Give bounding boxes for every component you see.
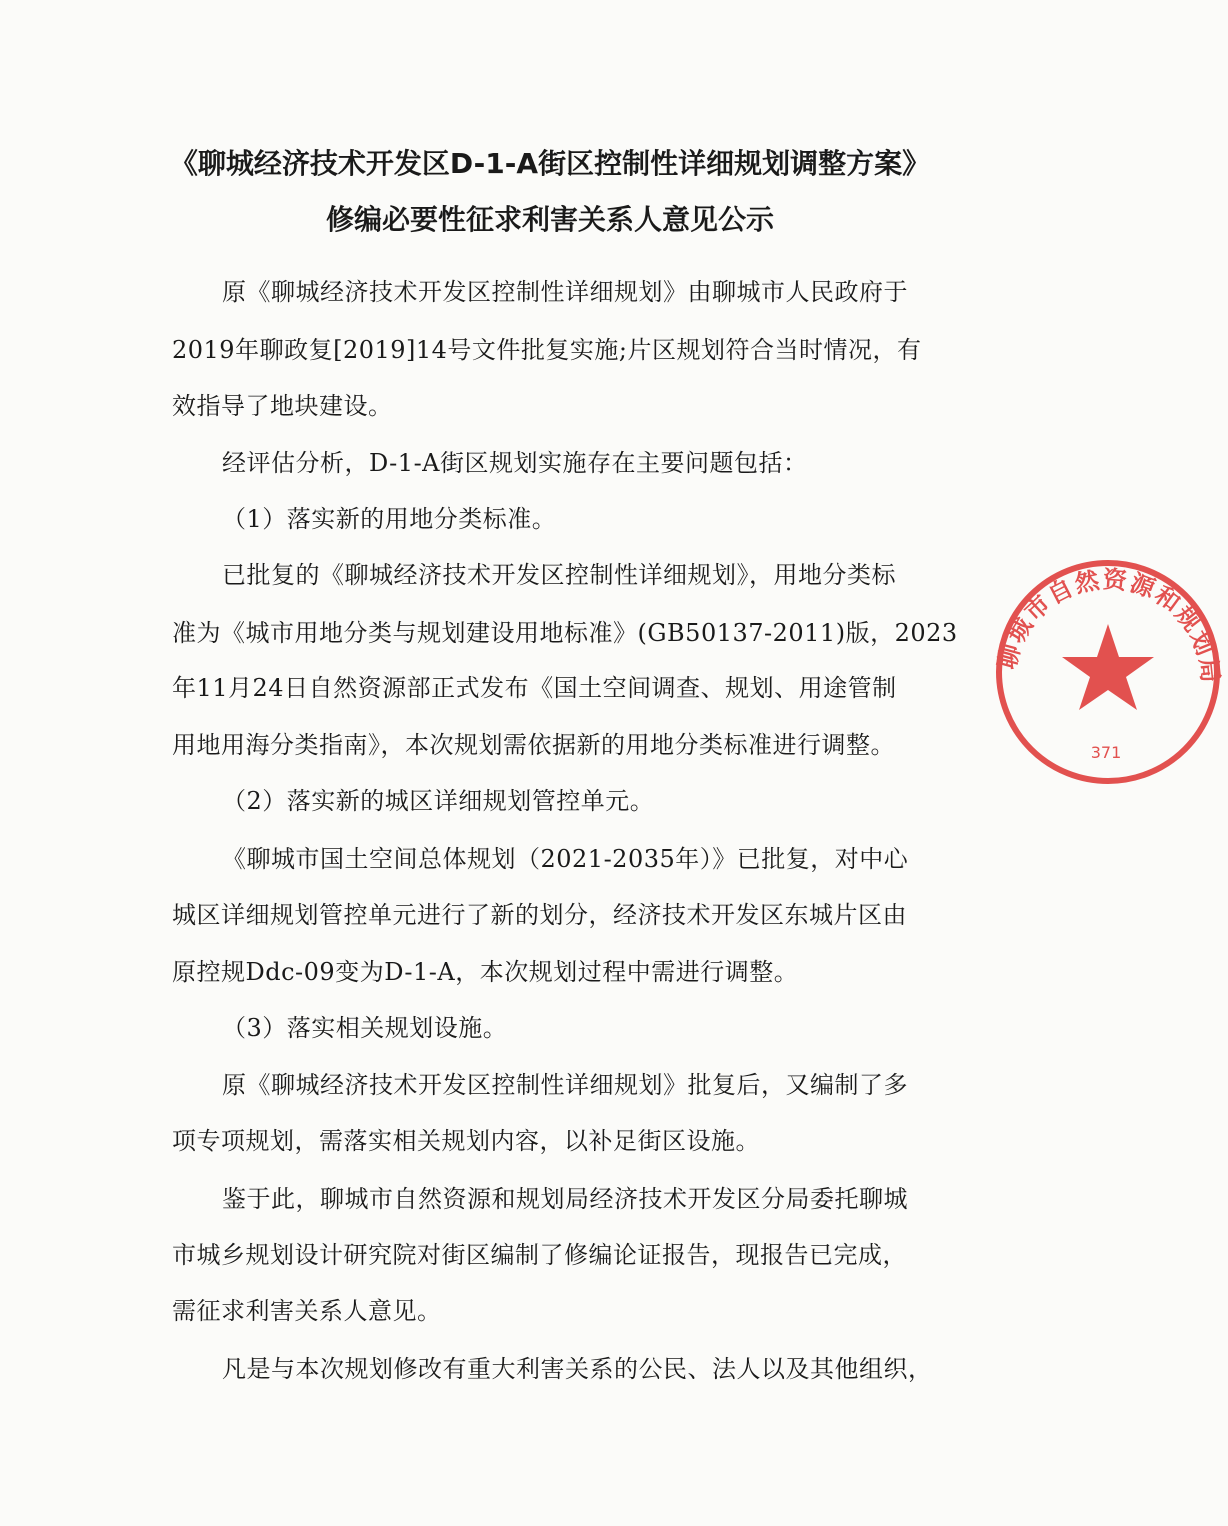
paragraph-line: 需征求利害关系人意见。 xyxy=(172,1297,442,1325)
section-heading-2: （2）落实新的城区详细规划管控单元。 xyxy=(222,787,655,815)
paragraph-line: 《聊城市国土空间总体规划（2021-2035年）》已批复，对中心 xyxy=(222,845,909,873)
paragraph-line: 2019年聊政复[2019]14号文件批复实施;片区规划符合当时情况，有 xyxy=(172,336,922,364)
paragraph-line: 原控规Ddc-09变为D-1-A，本次规划过程中需进行调整。 xyxy=(172,958,799,986)
document-title-line-2: 修编必要性征求利害关系人意见公示 xyxy=(325,203,774,236)
seal-star-icon xyxy=(1062,624,1154,710)
paragraph-line: 已批复的《聊城经济技术开发区控制性详细规划》，用地分类标 xyxy=(222,561,896,589)
paragraph-line: 鉴于此，聊城市自然资源和规划局经济技术开发区分局委托聊城 xyxy=(222,1185,908,1213)
paragraph-line: 准为《城市用地分类与规划建设用地标准》(GB50137-2011)版，2023 xyxy=(172,619,958,647)
paragraph-line: 效指导了地块建设。 xyxy=(172,392,393,420)
section-heading-3: （3）落实相关规划设施。 xyxy=(222,1014,508,1042)
paragraph-line: 年11月24日自然资源部正式发布《国土空间调查、规划、用途管制 xyxy=(172,674,897,702)
section-heading-1: （1）落实新的用地分类标准。 xyxy=(222,505,557,533)
official-seal xyxy=(988,552,1228,792)
paragraph-line: 项专项规划，需落实相关规划内容，以补足街区设施。 xyxy=(172,1127,760,1155)
paragraph-line: 凡是与本次规划修改有重大利害关系的公民、法人以及其他组织， xyxy=(222,1355,933,1383)
paragraph-line: 城区详细规划管控单元进行了新的划分，经济技术开发区东城片区由 xyxy=(172,901,907,929)
document-title-line-1: 《聊城经济技术开发区D-1-A街区控制性详细规划调整方案》 xyxy=(169,147,931,180)
paragraph-line: 市城乡规划设计研究院对街区编制了修编论证报告，现报告已完成， xyxy=(172,1241,907,1269)
paragraph-line: 用地用海分类指南》，本次规划需依据新的用地分类标准进行调整。 xyxy=(172,731,895,759)
seal-code: 371 xyxy=(1090,743,1122,762)
seal-text: 聊城市自然资源和规划局 xyxy=(991,564,1226,686)
paragraph-line: 原《聊城经济技术开发区控制性详细规划》批复后，又编制了多 xyxy=(222,1071,908,1099)
paragraph-line: 原《聊城经济技术开发区控制性详细规划》由聊城市人民政府于 xyxy=(222,278,908,306)
paragraph-line: 经评估分析，D-1-A街区规划实施存在主要问题包括： xyxy=(222,449,808,477)
